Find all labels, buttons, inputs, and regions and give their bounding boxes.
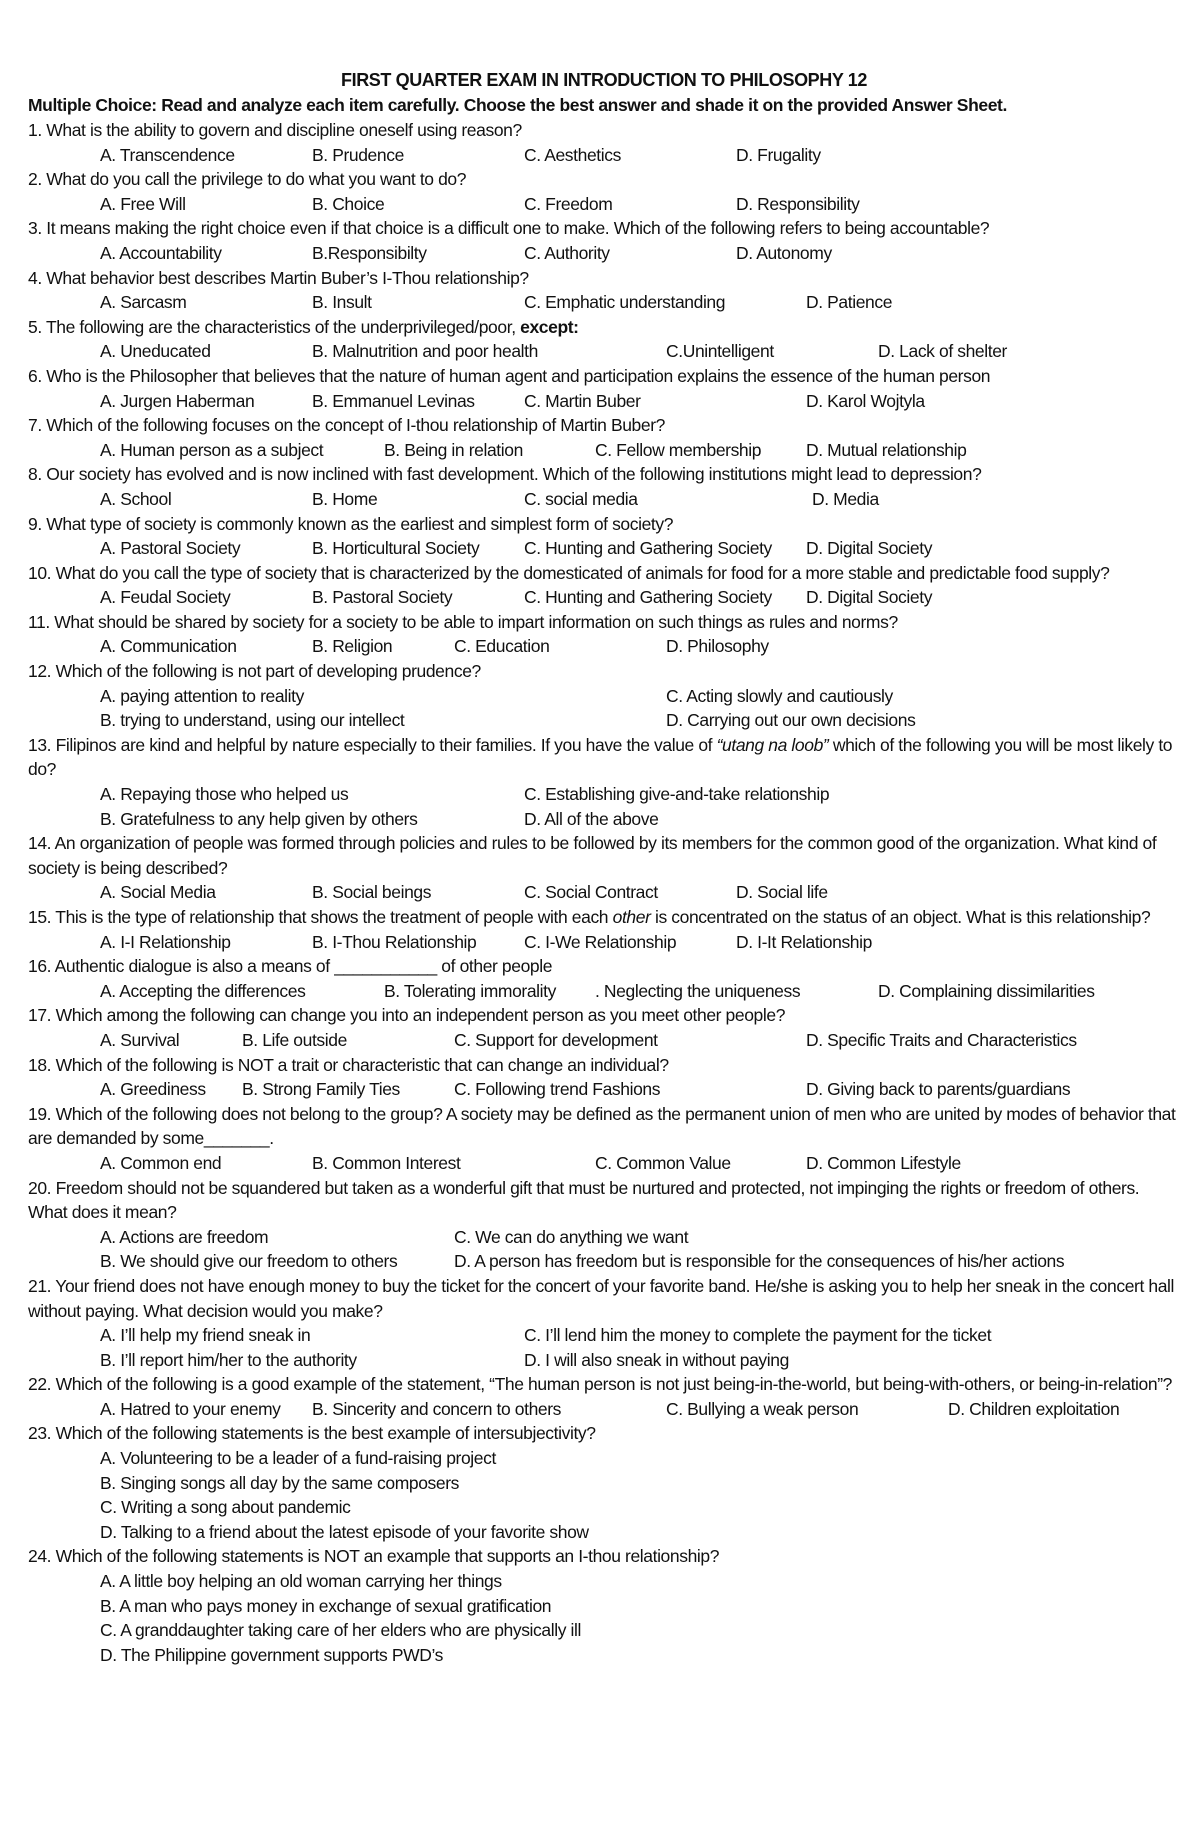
options-row [28,979,1180,1004]
question-emphasis: except: [520,316,579,337]
question-16 [28,954,1180,1003]
options-list [28,1569,1180,1667]
option-d: D. Digital Society [806,538,933,559]
option-d: D. Specific Traits and Characteristics [806,1029,1077,1050]
exam-instructions: Multiple Choice: Read and analyze each item carefully. Choose the best answer and shade it on the provided Answer Sheet. [28,95,1007,115]
question-14 [28,831,1180,905]
options-row [28,930,1180,955]
options-row [28,1397,1180,1422]
option-a: A. Human person as a subject [100,439,324,460]
question-text-wrap [28,733,1180,782]
option-a: A. I’ll help my friend sneak in [100,1325,311,1346]
option-c: C. social media [524,488,638,509]
option-a: A. paying attention to reality [100,685,304,706]
option-d: D. Lack of shelter [878,341,1007,362]
question-text: 7. Which of the following focuses on the concept of I-thou relationship of Martin Buber? [28,415,665,436]
option-d: D. A person has freedom but is responsible for the consequences of his/her actions [454,1251,1065,1272]
option-b: B. Sincerity and concern to others [312,1398,562,1419]
options-row [28,708,1180,733]
option-b: B. Social beings [312,882,432,903]
option-b: B. I-Thou Relationship [312,931,477,952]
question-21 [28,1274,1180,1372]
option-c: C. Freedom [524,193,613,214]
option-d: D. Digital Society [806,587,933,608]
option-c: C.Unintelligent [666,341,774,362]
question-7 [28,413,1180,462]
question-text-cont: is concentrated on the status of an object. What is this relationship? [654,907,1151,927]
option-b: B. Prudence [312,144,404,165]
option-a: A. Volunteering to be a leader of a fund-raising project [100,1448,496,1469]
option-b: B. Home [312,488,378,509]
options-row [28,1348,1180,1373]
option-c: C. Emphatic understanding [524,292,726,313]
option-d: D. All of the above [524,808,659,829]
option-b: B. Malnutrition and poor health [312,341,538,362]
option-b: B. Life outside [242,1029,347,1050]
option-c: C. Writing a song about pandemic [100,1497,351,1518]
question-text: 19. Which of the following does not belong to the group? A society may be defined as the permanent union of men who are united by modes of behavior that are demanded by some_______. [28,1103,1176,1149]
option-b: B. Religion [312,636,393,657]
question-2 [28,167,1180,216]
options-row [28,339,1180,364]
options-row [28,1151,1180,1176]
question-text: 18. Which of the following is NOT a trait or characteristic that can change an individual? [28,1054,669,1075]
question-18 [28,1053,1180,1102]
question-text-wrap [28,905,1180,930]
options-row [28,880,1180,905]
option-c: C. Aesthetics [524,144,621,165]
options-row [28,192,1180,217]
options-row [28,1323,1180,1348]
question-text: 21. Your friend does not have enough money to buy the ticket for the concert of your favorite band. He/she is asking you to help her sneak in the concert hall without paying. What decision would you make? [28,1275,1175,1321]
question-11 [28,610,1180,659]
question-23 [28,1421,1180,1544]
options-row [28,1225,1180,1250]
question-text: 23. Which of the following statements is the best example of intersubjectivity? [28,1423,596,1444]
option-a: A. I-I Relationship [100,931,231,952]
option-a: A. Repaying those who helped us [100,784,349,805]
question-1 [28,118,1180,167]
question-text: 17. Which among the following can change you into an independent person as you meet other people? [28,1005,786,1026]
question-text: 20. Freedom should not be squandered but taken as a wonderful gift that must be nurtured and protected, not impinging the rights or freedom of others. What does it mean? [28,1177,1140,1223]
question-text: 1. What is the ability to govern and discipline oneself using reason? [28,120,522,140]
option-c: C. Establishing give-and-take relationship [524,784,830,805]
option-d: D. Philosophy [666,636,769,657]
option-a: A. Uneducated [100,341,211,362]
question-9 [28,512,1180,561]
option-b: B. Choice [312,193,385,214]
question-text: 8. Our society has evolved and is now inclined with fast development. Which of the following institutions might lead to depression? [28,464,982,485]
option-b: B. Gratefulness to any help given by others [100,808,418,829]
question-text: 10. What do you call the type of society that is characterized by the domesticated of animals for food for a more stable and predictable food supply? [28,562,1110,583]
options-row [28,241,1180,266]
options-row [28,536,1180,561]
options-row [28,1028,1180,1053]
options-row [28,807,1180,832]
option-b: B. Common Interest [312,1152,461,1173]
option-c: C. Hunting and Gathering Society [524,587,772,608]
question-text: 3. It means making the right choice even if that choice is a difficult one to make. Which of the following refers to being accountable? [28,218,990,239]
option-d: D. Giving back to parents/guardians [806,1079,1071,1100]
question-text: 12. Which of the following is not part of developing prudence? [28,661,481,682]
option-c: C. Common Value [595,1152,731,1173]
option-b: B. We should give our freedom to others [100,1251,398,1272]
question-15 [28,905,1180,954]
options-row [28,684,1180,709]
question-emphasis: other [612,907,651,927]
question-17 [28,1003,1180,1052]
option-d: D. Karol Wojtyla [806,390,925,411]
option-b: B. trying to understand, using our intellect [100,710,405,731]
question-13 [28,733,1180,831]
option-c: C. Social Contract [524,882,658,903]
question-text: 24. Which of the following statements is NOT an example that supports an I-thou relationship? [28,1546,720,1567]
option-d: D. The Philippine government supports PWD’s [100,1644,444,1665]
option-a: A. Actions are freedom [100,1226,269,1247]
options-row [28,1077,1180,1102]
option-c: C. Education [454,636,550,657]
options-row [28,290,1180,315]
option-c: C. Authority [524,242,610,263]
option-b: B. Tolerating immorality [384,980,556,1001]
option-c: C. We can do anything we want [454,1226,689,1247]
question-text: 14. An organization of people was formed through policies and rules to be followed by its members for the common good of the organization. What kind of society is being described? [28,833,1157,878]
question-19 [28,1102,1180,1176]
option-d: D. Talking to a friend about the latest episode of your favorite show [100,1521,589,1542]
option-c: C. Bullying a weak person [666,1398,859,1419]
question-text: 4. What behavior best describes Martin Buber’s I-Thou relationship? [28,267,529,288]
question-4 [28,266,1180,315]
option-b: B. Horticultural Society [312,538,480,559]
option-c: . Neglecting the uniqueness [595,980,801,1001]
option-c: C. Martin Buber [524,390,641,411]
option-b: B. I’ll report him/her to the authority [100,1349,357,1370]
question-10 [28,561,1180,610]
option-d: D. Mutual relationship [806,439,967,460]
option-d: D. Social life [736,882,828,903]
option-b: B. A man who pays money in exchange of sexual gratification [100,1595,552,1616]
option-a: A. Communication [100,636,237,657]
option-c: C. Following trend Fashions [454,1079,661,1100]
question-text: 13. Filipinos are kind and helpful by nature especially to their families. If you have the value of [28,734,713,755]
question-3 [28,216,1180,265]
options-row [28,389,1180,414]
option-b: B.Responsibilty [312,242,427,263]
option-d: D. Complaining dissimilarities [878,980,1095,1001]
option-a: A. Social Media [100,882,216,903]
option-b: B. Being in relation [384,439,523,460]
option-b: B. Singing songs all day by the same composers [100,1472,460,1493]
option-d: D. Media [812,488,879,509]
option-a: A. School [100,488,172,509]
question-12 [28,659,1180,733]
question-text: 16. Authentic dialogue is also a means of ___________ of other people [28,956,553,977]
options-list [28,1446,1180,1544]
option-d: D. Patience [806,292,893,313]
question-text-cont: which of the following you will be most likely to do? [28,734,1173,780]
option-a: A. Jurgen Haberman [100,390,255,411]
option-b: B. Emmanuel Levinas [312,390,475,411]
option-d: D. I will also sneak in without paying [524,1349,789,1370]
question-text: 5. The following are the characteristics of the underprivileged/poor, [28,316,516,337]
option-a: A. Sarcasm [100,292,187,313]
option-d: D. Common Lifestyle [806,1152,961,1173]
option-a: A. A little boy helping an old woman carrying her things [100,1571,502,1592]
question-emphasis: “utang na loob” [716,734,829,755]
option-a: A. Accepting the differences [100,980,306,1001]
question-text-wrap [28,315,1180,340]
question-8 [28,462,1180,511]
option-c: C. I-We Relationship [524,931,677,952]
question-text: 9. What type of society is commonly known as the earliest and simplest form of society? [28,513,674,534]
option-a: A. Accountability [100,242,222,263]
question-5 [28,315,1180,364]
options-row [28,1249,1180,1274]
option-b: B. Insult [312,292,372,313]
option-d: D. Responsibility [736,193,860,214]
question-text: 6. Who is the Philosopher that believes that the nature of human agent and participation explains the essence of the human person [28,365,991,386]
options-row [28,487,1180,512]
question-22 [28,1372,1180,1421]
option-c: C. A granddaughter taking care of her elders who are physically ill [100,1620,581,1641]
options-row [28,143,1180,168]
option-d: D. Carrying out our own decisions [666,710,916,731]
option-d: D. Children exploitation [948,1398,1120,1419]
option-c: C. Acting slowly and cautiously [666,685,893,706]
options-row [28,438,1180,463]
question-text: 2. What do you call the privilege to do what you want to do? [28,169,467,190]
option-a: A. Free Will [100,193,186,214]
option-a: A. Feudal Society [100,587,231,608]
question-text: 22. Which of the following is a good example of the statement, “The human person is not just being-in-the-world, but being-with-others, or being-in-relation”? [28,1374,1172,1395]
exam-title: FIRST QUARTER EXAM IN INTRODUCTION TO PHILOSOPHY 12 [341,70,867,90]
question-24 [28,1544,1180,1667]
options-row [28,585,1180,610]
option-c: C. Hunting and Gathering Society [524,538,772,559]
question-6 [28,364,1180,413]
option-d: D. I-It Relationship [736,931,872,952]
options-row [28,634,1180,659]
options-row [28,782,1180,807]
option-d: D. Autonomy [736,242,832,263]
option-a: A. Survival [100,1029,180,1050]
option-a: A. Pastoral Society [100,538,241,559]
option-a: A. Common end [100,1152,222,1173]
option-a: A. Transcendence [100,144,235,165]
option-c: C. I’ll lend him the money to complete the payment for the ticket [524,1325,992,1346]
option-b: B. Pastoral Society [312,587,453,608]
option-b: B. Strong Family Ties [242,1079,400,1100]
question-text: 11. What should be shared by society for a society to be able to impart information on such things as rules and norms? [28,611,898,632]
option-c: C. Support for development [454,1029,658,1050]
option-a: A. Hatred to your enemy [100,1398,281,1419]
question-text: 15. This is the type of relationship that shows the treatment of people with each [28,907,609,927]
question-20 [28,1176,1180,1274]
option-c: C. Fellow membership [595,439,762,460]
option-a: A. Greediness [100,1079,206,1100]
option-d: D. Frugality [736,144,821,165]
